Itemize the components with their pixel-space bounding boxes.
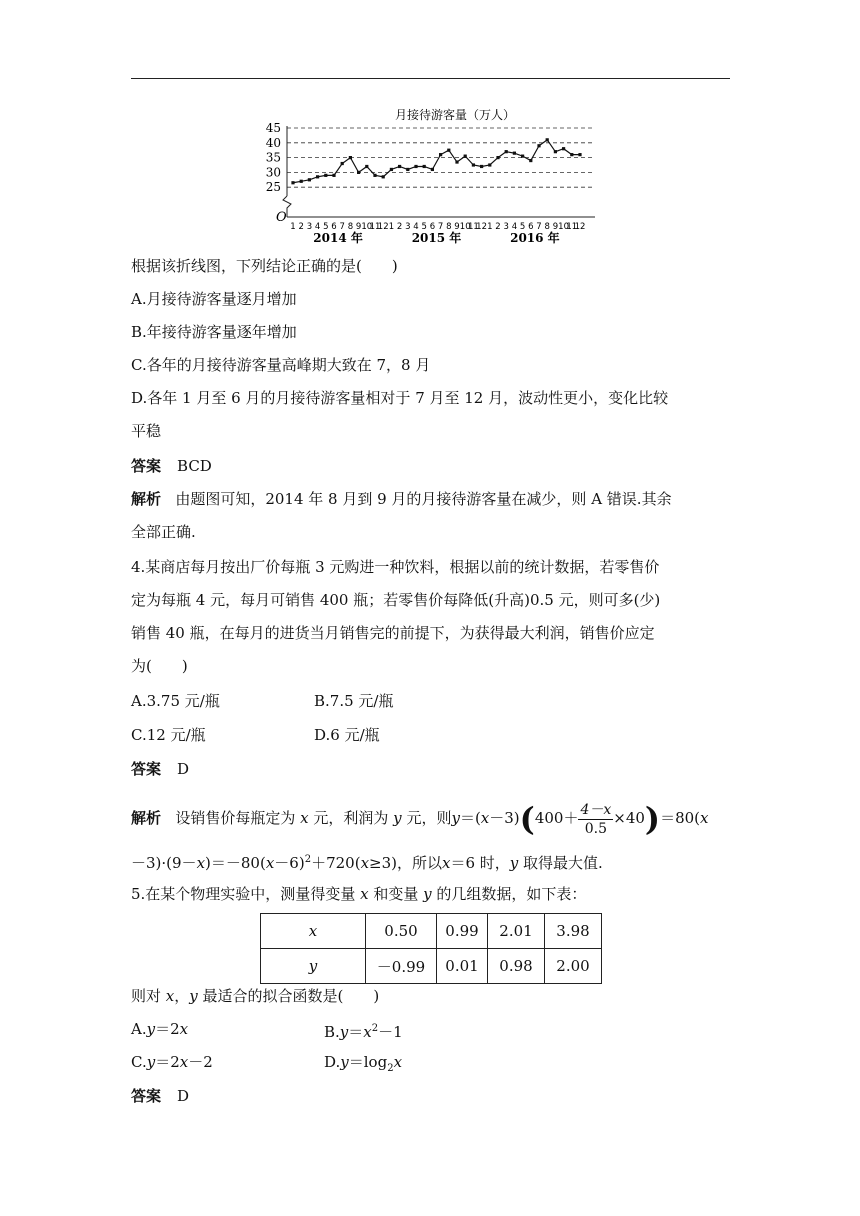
x-tick-label: 7 bbox=[536, 222, 542, 232]
data-point bbox=[390, 168, 393, 171]
q5-question bbox=[131, 986, 379, 1006]
x-tick-label: 9 bbox=[355, 222, 362, 232]
left-bracket: ( bbox=[519, 800, 535, 838]
data-point bbox=[562, 147, 565, 150]
q5-stem bbox=[131, 884, 586, 904]
data-point bbox=[414, 165, 417, 168]
q4-option-c: C.12 元/瓶 bbox=[131, 726, 206, 744]
x-tick-label: 10 bbox=[361, 222, 373, 232]
x-tick-label: 11 bbox=[467, 222, 479, 232]
data-point bbox=[570, 153, 573, 156]
var-x: x bbox=[363, 1023, 372, 1041]
table-row bbox=[261, 949, 602, 984]
line-chart bbox=[255, 104, 595, 244]
analysis-label: 解析 bbox=[131, 490, 162, 508]
x-tick-label: 4 bbox=[511, 222, 518, 232]
q4-analysis-line1 bbox=[131, 798, 708, 838]
q5-text: 则对 bbox=[131, 987, 162, 1005]
var-y: y bbox=[393, 809, 402, 827]
fraction-denominator: 0.5 bbox=[584, 820, 607, 837]
x-tick-label: 4 bbox=[314, 222, 321, 232]
answer-label: 答案 bbox=[131, 1087, 162, 1105]
var-x: x bbox=[393, 1053, 403, 1071]
x-tick-label: 8 bbox=[544, 222, 550, 232]
var-x: x bbox=[442, 854, 451, 872]
analysis-label: 解析 bbox=[131, 809, 162, 827]
y-tick-label: 35 bbox=[265, 150, 281, 165]
analysis-text: ＝80( bbox=[660, 809, 701, 827]
x-tick-label: 7 bbox=[339, 222, 345, 232]
y-tick-label: 45 bbox=[265, 121, 281, 135]
data-point bbox=[472, 163, 475, 166]
data-point bbox=[357, 171, 360, 174]
fraction bbox=[578, 801, 613, 838]
option-text: ＝log bbox=[348, 1053, 388, 1071]
data-point bbox=[439, 153, 442, 156]
y-tick-label: 25 bbox=[265, 180, 281, 195]
table-cell: 0.01 bbox=[437, 949, 488, 984]
data-point bbox=[365, 165, 368, 168]
analysis-text: ＝( bbox=[459, 809, 481, 827]
q3-stem: 根据该折线图，下列结论正确的是( ) bbox=[131, 257, 398, 275]
var-y: y bbox=[509, 854, 519, 872]
x-tick-label: 6 bbox=[429, 222, 436, 232]
analysis-text: 由题图可知，2014 年 8 月到 9 月的月接待游客量在减少，则 A 错误.其余 bbox=[175, 490, 672, 508]
data-point bbox=[513, 152, 516, 155]
table-header-cell: y bbox=[261, 949, 366, 984]
data-point bbox=[537, 144, 540, 147]
data-point bbox=[316, 175, 319, 178]
var-x: x bbox=[179, 1020, 189, 1038]
data-point bbox=[373, 174, 376, 177]
data-point bbox=[554, 150, 557, 153]
q3-option-d-line2: 平稳 bbox=[131, 422, 162, 440]
analysis-text: 元，则 bbox=[406, 809, 452, 827]
option-text: ＝ bbox=[348, 1023, 364, 1041]
q4-line4: 为( ) bbox=[131, 657, 188, 675]
superscript: 2 bbox=[304, 854, 312, 865]
analysis-text: ＋720( bbox=[311, 854, 361, 872]
q5-text: 和变量 bbox=[373, 885, 419, 903]
x-tick-label: 11 bbox=[369, 222, 381, 232]
x-tick-label: 1 bbox=[487, 222, 493, 232]
x-tick-label: 6 bbox=[528, 222, 534, 232]
var-x: x bbox=[300, 809, 309, 827]
x-tick-label: 10 bbox=[558, 222, 570, 232]
data-point bbox=[480, 165, 483, 168]
var-y: y bbox=[451, 809, 460, 827]
y-tick-label: 40 bbox=[265, 135, 281, 150]
data-point bbox=[496, 156, 499, 159]
x-tick-label: 5 bbox=[519, 222, 526, 232]
q4-analysis-line2 bbox=[131, 850, 603, 873]
answer-value: D bbox=[177, 1087, 190, 1105]
analysis-text: －3)·(9－ bbox=[131, 854, 197, 872]
analysis-text: ＝6 时， bbox=[450, 854, 510, 872]
year-label: 2015 年 bbox=[411, 231, 462, 244]
header-rule bbox=[131, 78, 730, 79]
x-tick-label: 8 bbox=[446, 222, 452, 232]
q3-option-d-line1: D.各年 1 月至 6 月的月接待游客量相对于 7 月至 12 月，波动性更小，变化比较 bbox=[131, 389, 669, 407]
data-point bbox=[521, 155, 524, 158]
x-tick-label: 12 bbox=[377, 222, 389, 232]
x-tick-label: 12 bbox=[574, 222, 586, 232]
analysis-text: )＝－80( bbox=[205, 854, 266, 872]
q4-option-a: A.3.75 元/瓶 bbox=[131, 692, 220, 710]
x-tick-label: 1 bbox=[290, 222, 296, 232]
series-polyline bbox=[293, 140, 580, 183]
x-tick-label: 11 bbox=[566, 222, 578, 232]
x-tick-label: 5 bbox=[323, 222, 329, 232]
year-labels bbox=[313, 230, 559, 244]
x-tick-label: 6 bbox=[331, 222, 337, 232]
var-x: x bbox=[360, 885, 369, 903]
data-table bbox=[260, 913, 602, 984]
q3-answer bbox=[131, 456, 212, 476]
table-cell: －0.99 bbox=[366, 949, 437, 984]
data-point bbox=[308, 178, 311, 181]
answer-label: 答案 bbox=[131, 760, 162, 778]
q5-text: 的几组数据，如下表： bbox=[436, 885, 587, 903]
chart-title: 月接待游客量（万人） bbox=[394, 108, 516, 122]
var-x: x bbox=[179, 1053, 189, 1071]
data-point bbox=[324, 174, 327, 177]
q4-line3: 销售 40 瓶，在每月的进货当月销售完的前提下，为获得最大利润，销售价应定 bbox=[131, 624, 655, 642]
table-cell: 2.01 bbox=[488, 914, 545, 949]
x-tick-label: 9 bbox=[552, 222, 559, 232]
var-x: x bbox=[165, 987, 175, 1005]
analysis-text: 设销售价每瓶定为 bbox=[175, 809, 296, 827]
data-point bbox=[529, 159, 532, 162]
answer-value: BCD bbox=[177, 457, 212, 475]
x-tick-label: 2 bbox=[298, 222, 304, 232]
data-point bbox=[300, 180, 303, 183]
x-tick-label: 12 bbox=[476, 222, 488, 232]
var-x: x bbox=[700, 809, 709, 827]
var-x: x bbox=[480, 809, 490, 827]
q4-line1: 4.某商店每月按出厂价每瓶 3 元购进一种饮料，根据以前的统计数据，若零售价 bbox=[131, 558, 660, 576]
data-point bbox=[341, 162, 344, 165]
data-point bbox=[464, 155, 467, 158]
data-point bbox=[488, 163, 491, 166]
analysis-text: 取得最大值. bbox=[523, 854, 603, 872]
table-header-cell: x bbox=[261, 914, 366, 949]
x-tick-label: 10 bbox=[459, 222, 471, 232]
option-label: C. bbox=[131, 1053, 147, 1071]
year-label: 2016 年 bbox=[510, 231, 560, 244]
data-point bbox=[291, 181, 294, 184]
var-x: x bbox=[265, 854, 275, 872]
analysis-text: ×40 bbox=[613, 809, 645, 827]
q5-option-c bbox=[131, 1052, 213, 1072]
var-x: x bbox=[360, 854, 370, 872]
option-text: ＝2 bbox=[155, 1053, 180, 1071]
data-point bbox=[455, 160, 458, 163]
x-tick-label: 2 bbox=[396, 222, 403, 232]
option-label: B. bbox=[324, 1023, 340, 1041]
q5-answer bbox=[131, 1086, 189, 1106]
q5-option-d bbox=[324, 1052, 402, 1079]
table-cell: 3.98 bbox=[545, 914, 602, 949]
q3-option-b: B.年接待游客量逐年增加 bbox=[131, 323, 297, 341]
x-tick-label: 3 bbox=[306, 222, 313, 232]
x-tick-label: 5 bbox=[421, 222, 427, 232]
x-tick-label: 7 bbox=[437, 222, 444, 232]
q5-option-a bbox=[131, 1019, 188, 1039]
x-tick-label: 2 bbox=[495, 222, 501, 232]
q4-line2: 定为每瓶 4 元，每月可销售 400 瓶；若零售价每降低(升高)0.5 元，则可多(少) bbox=[131, 591, 661, 609]
data-point bbox=[546, 138, 549, 141]
option-label: A. bbox=[131, 1020, 147, 1038]
q3-option-c: C.各年的月接待游客量高峰期大致在 7，8 月 bbox=[131, 356, 431, 374]
analysis-text: 元，利润为 bbox=[313, 809, 389, 827]
var-y: y bbox=[146, 1020, 156, 1038]
x-tick-label: 3 bbox=[503, 222, 509, 232]
var-y: y bbox=[189, 987, 198, 1005]
q4-option-b: B.7.5 元/瓶 bbox=[314, 692, 394, 710]
q3-analysis-line2: 全部正确. bbox=[131, 523, 196, 541]
data-point bbox=[431, 168, 434, 171]
q3-analysis-line1 bbox=[131, 489, 672, 509]
table-cell: 0.99 bbox=[437, 914, 488, 949]
q4-answer bbox=[131, 759, 189, 779]
data-point bbox=[332, 174, 335, 177]
data-point bbox=[406, 168, 409, 171]
option-label: D. bbox=[324, 1053, 341, 1071]
table-cell: 0.50 bbox=[366, 914, 437, 949]
q4-option-d: D.6 元/瓶 bbox=[314, 726, 380, 744]
option-text: －2 bbox=[188, 1053, 213, 1071]
answer-value: D bbox=[177, 760, 190, 778]
analysis-text: －6) bbox=[274, 854, 305, 872]
right-bracket: ) bbox=[644, 800, 661, 838]
data-point bbox=[349, 156, 352, 159]
data-point bbox=[505, 150, 508, 153]
x-tick-label: 8 bbox=[347, 222, 354, 232]
chart-grid bbox=[287, 128, 595, 187]
q5-text: 最适合的拟合函数是( ) bbox=[202, 987, 380, 1005]
var-y: y bbox=[340, 1053, 349, 1071]
data-point bbox=[447, 149, 450, 152]
var-y: y bbox=[423, 885, 432, 903]
analysis-text: 400＋ bbox=[534, 809, 579, 827]
answer-label: 答案 bbox=[131, 457, 162, 475]
fraction-numerator: 4－x bbox=[580, 801, 612, 818]
superscript: 2 bbox=[371, 1023, 379, 1034]
q5-option-b bbox=[324, 1019, 403, 1042]
option-text: ＝2 bbox=[155, 1020, 180, 1038]
y-tick-label: 30 bbox=[265, 165, 281, 180]
analysis-text: ≥3)，所以 bbox=[369, 854, 442, 872]
q5-text: ， bbox=[174, 987, 190, 1005]
data-point bbox=[398, 165, 401, 168]
q5-text: 5.在某个物理实验中，测量得变量 bbox=[131, 885, 356, 903]
var-y: y bbox=[339, 1023, 349, 1041]
analysis-text: －3) bbox=[489, 809, 520, 827]
table-row bbox=[261, 914, 602, 949]
data-point bbox=[423, 165, 426, 168]
var-y: y bbox=[146, 1053, 156, 1071]
series-line bbox=[291, 138, 581, 184]
x-tick-label: 3 bbox=[405, 222, 411, 232]
x-tick-label: 9 bbox=[454, 222, 460, 232]
origin-label: O bbox=[276, 210, 287, 225]
option-text: －1 bbox=[378, 1023, 403, 1041]
data-point bbox=[578, 153, 581, 156]
x-tick-label: 1 bbox=[388, 222, 395, 232]
q3-option-a: A.月接待游客量逐月增加 bbox=[131, 290, 297, 308]
year-label: 2014 年 bbox=[313, 231, 363, 244]
data-point bbox=[382, 175, 385, 178]
y-tick-labels bbox=[266, 121, 281, 194]
table-cell: 2.00 bbox=[545, 949, 602, 984]
table-cell: 0.98 bbox=[488, 949, 545, 984]
subscript: 2 bbox=[387, 1063, 394, 1074]
x-tick-label: 4 bbox=[413, 222, 419, 232]
var-x: x bbox=[196, 854, 206, 872]
